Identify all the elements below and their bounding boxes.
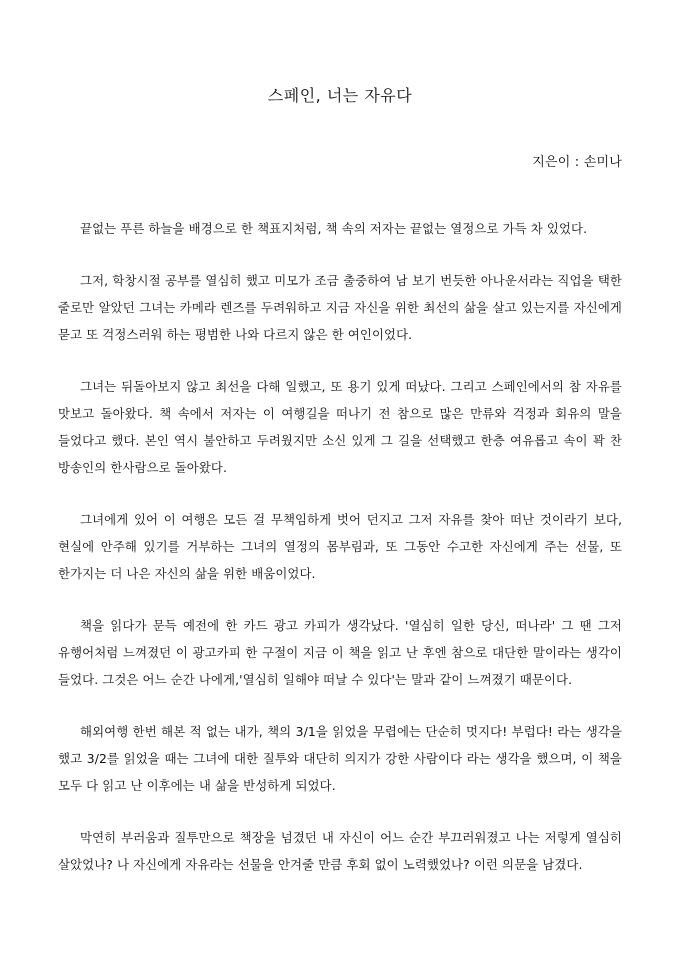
- document-body: [58, 215, 622, 903]
- paragraph-1: 끝없는 푸른 하늘을 배경으로 한 책표지처럼, 책 속의 저자는 끝없는 열정으로 가득 차 있었다.: [80, 221, 588, 236]
- document-title: 스페인, 너는 자유다: [267, 86, 413, 105]
- paragraph-7: 막연히 부러움과 질투만으로 책장을 넘겼던 내 자신이 어느 순간 부끄러워졌고 나는 저렇게 열심히 살았었나? 나 자신에게 자유라는 선물을 안겨줄 만큼 후회 없이 노력했었나? 이런 의문을 남겼다.: [58, 830, 622, 872]
- author-line: 지은이 : 손미나: [532, 155, 622, 170]
- paragraph-3: 그녀는 뒤돌아보지 않고 최선을 다해 일했고, 또 용기 있게 떠났다. 그리고 스페인에서의 참 자유를 맛보고 돌아왔다. 책 속에서 저자는 이 여행길을 떠나기 전 참으로 많은 만류와 걱정과 회유의 말을 들었다고 했다. 본인 역시 불안하고 두려웠지만 소신 있게 그 길을 선택했고 한층 여유롭고 속이 꽉 찬 방송인의 한사람으로 돌아왔다.: [58, 379, 622, 475]
- paragraph-2: 그저, 학창시절 공부를 열심히 했고 미모가 조금 출중하여 남 보기 번듯한 아나운서라는 직업을 택한 줄로만 알았던 그녀는 카메라 렌즈를 두려워하고 지금 자신을 위한 최선의 삶을 살고 있는지를 자신에게 묻고 또 걱정스러워 하는 평범한 나와 다르지 않은 한 여인이었다.: [58, 273, 622, 342]
- paragraph-6: 해외여행 한번 해본 적 없는 내가, 책의 3/1을 읽었을 무렵에는 단순히 멋지다! 부럽다! 라는 생각을 했고 3/2를 읽었을 때는 그녀에 대한 질투와 대단히 의지가 강한 사람이다 라는 생각을 했으며, 이 책을 모두 다 읽고 난 이후에는 내 삶을 반성하게 되었다.: [58, 724, 622, 793]
- paragraph-5: 책을 읽다가 문득 예전에 한 카드 광고 카피가 생각났다. '열심히 일한 당신, 떠나라' 그 땐 그저 유행어처럼 느껴졌던 이 광고카피 한 구절이 지금 이 책을 읽고 난 후엔 참으로 대단한 말이라는 생각이 들었다. 그것은 어느 순간 나에게,'열심히 일해야 떠날 수 있다'는 말과 같이 느껴졌기 때문이다.: [58, 618, 622, 687]
- paragraph-4: 그녀에게 있어 이 여행은 모든 걸 무책임하게 벗어 던지고 그저 자유를 찾아 떠난 것이라기 보다, 현실에 안주해 있기를 거부하는 그녀의 열정의 몸부림과, 또 그동안 수고한 자신에게 주는 선물, 또 한가지는 더 나은 자신의 삶을 위한 배움이었다.: [58, 512, 622, 581]
